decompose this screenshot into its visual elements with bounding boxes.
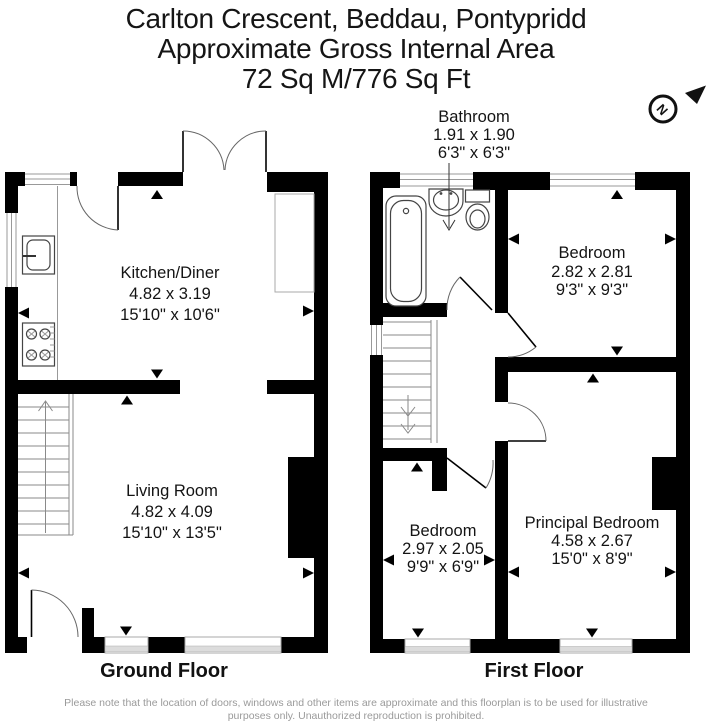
bedroom-label (551, 244, 633, 299)
kitchen-top-window (25, 174, 70, 185)
principal-bedroom-door (508, 403, 546, 441)
svg-text:15'10" x 10'6": 15'10" x 10'6" (120, 306, 220, 324)
first-stairs (383, 320, 437, 443)
disclaimer-line1: Please note that the location of doors, windows and other items are approximate and this floorplan is to be used for illustrative (64, 697, 648, 709)
living-room-window-small (105, 637, 148, 653)
title-area-value: 72 Sq M/776 Sq Ft (241, 63, 471, 94)
svg-text:Kitchen/Diner: Kitchen/Diner (120, 264, 220, 282)
svg-text:9'9" x 6'9": 9'9" x 6'9" (406, 558, 480, 576)
svg-text:Living Room: Living Room (126, 482, 218, 500)
chimney-breast-first (652, 457, 676, 510)
bathroom-door (447, 277, 492, 310)
small-bedroom-label (402, 522, 484, 576)
principal-bedroom-window (560, 639, 632, 653)
kitchen-door (77, 186, 118, 230)
compass-icon (650, 86, 706, 123)
kitchen-sink-icon (23, 236, 55, 274)
ground-dimension-arrows (18, 190, 314, 636)
disclaimer (0, 697, 712, 723)
front-door (32, 590, 79, 637)
svg-text:4.82 x 4.09: 4.82 x 4.09 (131, 503, 213, 521)
french-doors (183, 131, 266, 172)
svg-text:2.82 x 2.81: 2.82 x 2.81 (551, 263, 633, 281)
bathroom-label (433, 108, 515, 162)
svg-text:4.58 x 2.67: 4.58 x 2.67 (551, 532, 633, 550)
disclaimer-line2: purposes only. Unauthorized reproduction is prohibited. (227, 710, 485, 722)
ground-floor-plan (5, 131, 328, 653)
svg-text:2.97 x 2.05: 2.97 x 2.05 (402, 540, 484, 558)
kitchen-right-window-recess (275, 194, 314, 292)
svg-text:Bedroom: Bedroom (409, 522, 477, 540)
living-room-window-large (185, 637, 281, 653)
kitchen-diner-label (120, 264, 220, 324)
svg-text:9'3" x 9'3": 9'3" x 9'3" (555, 281, 629, 299)
svg-text:6'3" x 6'3": 6'3" x 6'3" (437, 144, 511, 162)
bathroom-window (400, 174, 473, 186)
bedroom-top-window (550, 174, 635, 186)
toilet-icon (466, 190, 490, 230)
principal-bedroom-label (525, 514, 660, 568)
svg-text:15'0" x 8'9": 15'0" x 8'9" (551, 550, 633, 568)
first-floor-caption: First Floor (484, 660, 584, 682)
small-bedroom-door (447, 458, 493, 488)
chimney-breast-ground (288, 457, 314, 558)
hob-icon (23, 323, 55, 366)
svg-text:Bedroom: Bedroom (558, 244, 626, 262)
small-bedroom-window (405, 639, 470, 653)
svg-text:15'10" x 13'5": 15'10" x 13'5" (122, 524, 222, 542)
living-room-label (122, 482, 222, 542)
svg-text:Bathroom: Bathroom (438, 108, 510, 126)
title-address: Carlton Crescent, Beddau, Pontypridd (125, 3, 587, 34)
bathtub-icon (386, 196, 426, 306)
bedroom-door (508, 313, 536, 357)
stairs-down-arrows (401, 395, 415, 433)
first-floor-plan (370, 108, 690, 653)
svg-text:4.82 x 3.19: 4.82 x 3.19 (129, 285, 211, 303)
basin-icon (429, 189, 463, 216)
kitchen-side-window (7, 213, 16, 287)
ground-stairs (18, 394, 73, 535)
svg-text:Principal Bedroom: Principal Bedroom (524, 514, 660, 532)
title-area-caption: Approximate Gross Internal Area (157, 33, 555, 64)
svg-text:1.91 x 1.90: 1.91 x 1.90 (433, 126, 515, 144)
ground-floor-caption: Ground Floor (100, 660, 228, 682)
compass-north-letter: N (653, 101, 671, 119)
landing-side-window (372, 325, 382, 355)
